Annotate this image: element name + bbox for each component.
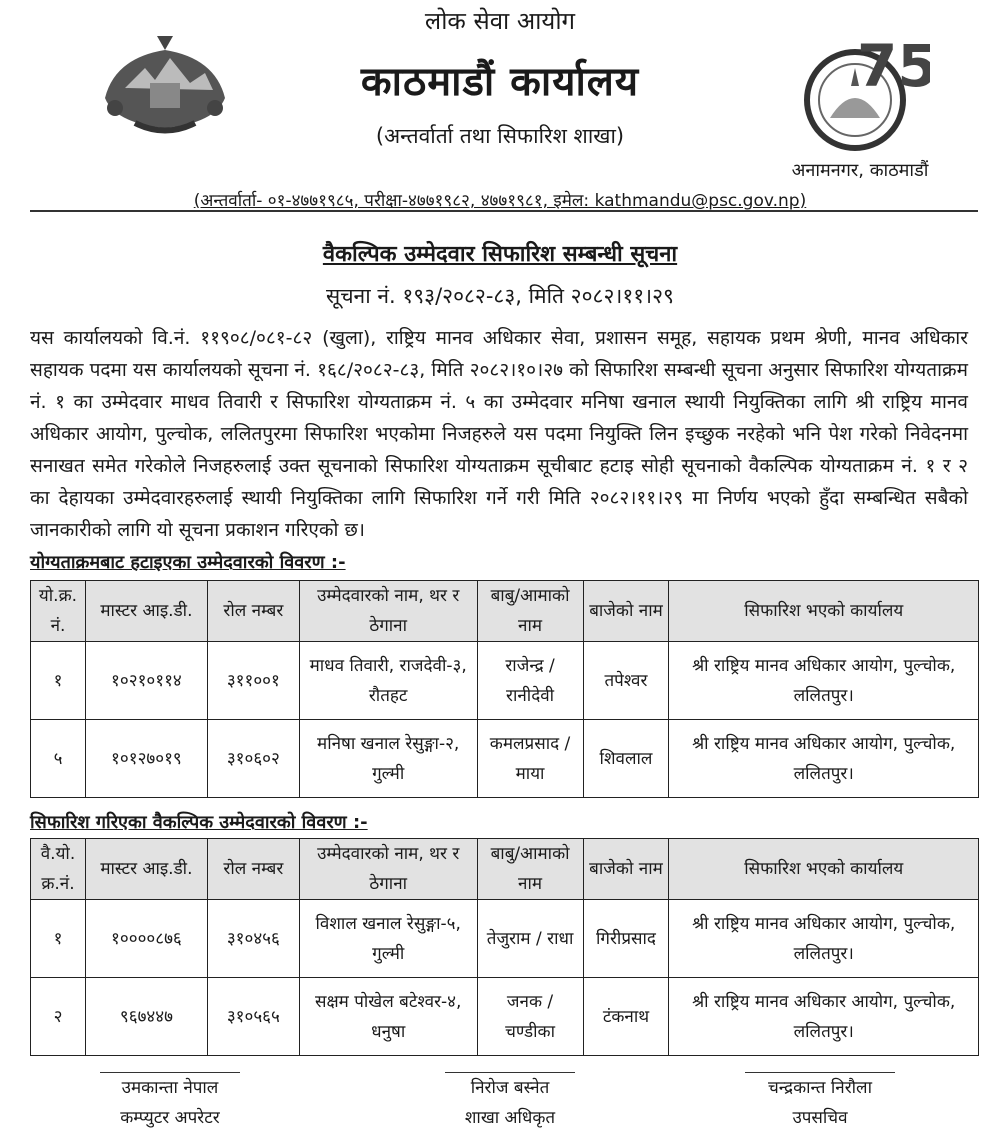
table-cell: २ bbox=[31, 978, 86, 1056]
column-header: रोल नम्बर bbox=[207, 839, 299, 900]
recommended-candidates-heading: सिफारिश गरिएका वैकल्पिक उम्मेदवारको विवरण :- bbox=[30, 812, 368, 833]
table-cell: तेजुराम / राधा bbox=[477, 900, 583, 978]
table-row bbox=[31, 720, 979, 798]
signatory-title: उपसचिव bbox=[792, 1108, 848, 1128]
table-cell: १००००८७६ bbox=[85, 900, 207, 978]
contact-line: (अन्तर्वार्ता- ०१-४७७१९८५, परीक्षा-४७७१९८२, ४७७१९८१, इमेल: kathmandu@psc.gov.np) bbox=[193, 191, 807, 211]
svg-text:75: 75 bbox=[857, 32, 930, 100]
table-cell: तपेश्वर bbox=[583, 642, 669, 720]
column-header: मास्टर आइ.डी. bbox=[85, 581, 207, 642]
table-cell: टंकनाथ bbox=[583, 978, 669, 1056]
table-cell: ३११००१ bbox=[207, 642, 299, 720]
signatory-name: निरोज बस्नेत bbox=[470, 1078, 550, 1098]
table-row bbox=[31, 900, 979, 978]
table-header-row bbox=[31, 581, 979, 642]
table-cell: राजेन्द्र / रानीदेवी bbox=[477, 642, 583, 720]
table-cell: श्री राष्ट्रिय मानव अधिकार आयोग, पुल्चोक, ललितपुर। bbox=[669, 978, 979, 1056]
signatory-title: कम्प्युटर अपरेटर bbox=[120, 1108, 220, 1128]
column-header: उम्मेदवारको नाम, थर र ठेगाना bbox=[299, 581, 477, 642]
table-cell: ३१०५६५ bbox=[207, 978, 299, 1056]
table-cell: ९६७४४७ bbox=[85, 978, 207, 1056]
table-cell: गिरीप्रसाद bbox=[583, 900, 669, 978]
table-cell: १०२१०११४ bbox=[85, 642, 207, 720]
column-header: यो.क्र. नं. bbox=[31, 581, 86, 642]
organization-name: लोक सेवा आयोग bbox=[424, 7, 576, 35]
signature-block bbox=[60, 1072, 280, 1133]
removed-candidates-table bbox=[30, 580, 979, 798]
office-title: काठमाडौं कार्यालय bbox=[360, 59, 640, 105]
column-header: उम्मेदवारको नाम, थर र ठेगाना bbox=[299, 839, 477, 900]
signatory-name: उमकान्ता नेपाल bbox=[121, 1078, 219, 1098]
table-cell: श्री राष्ट्रिय मानव अधिकार आयोग, पुल्चोक, ललितपुर। bbox=[669, 642, 979, 720]
branch-name: (अन्तर्वार्ता तथा सिफारिश शाखा) bbox=[375, 124, 625, 148]
table-cell: ५ bbox=[31, 720, 86, 798]
column-header: बाजेको नाम bbox=[583, 581, 669, 642]
removed-candidates-heading: योग्यताक्रमबाट हटाइएका उम्मेदवारको विवरण :- bbox=[30, 552, 346, 573]
column-header: बाबु/आमाको नाम bbox=[477, 839, 583, 900]
column-header: सिफारिश भएको कार्यालय bbox=[669, 581, 979, 642]
table-cell: १ bbox=[31, 642, 86, 720]
table-cell: मनिषा खनाल रेसुङ्गा-२, गुल्मी bbox=[299, 720, 477, 798]
table-cell: १ bbox=[31, 900, 86, 978]
notice-body: यस कार्यालयको वि.नं. ११९०८/०८१-८२ (खुला), राष्ट्रिय मानव अधिकार सेवा, प्रशासन समूह, सहायक प्रथम श्रेणी, मानव अधिकार सहायक पदमा यस कार्यालयको सूचना नं. १६८/२०८२-८३, मिति २०८२।१०।२७ को सिफारिश सम्बन्धी सूचना अनुसार सिफारिश योग्यताक्रम नं. १ का उम्मेदवार माधव तिवारी र सिफारिश योग्यताक्रम नं. ५ का उम्मेदवार मनिषा खनाल स्थायी नियुक्तिका लागि श्री राष्ट्रिय मानव अधिकार आयोग, पुल्चोक, ललितपुरमा सिफारिश भएकोमा निजहरुले यस पदमा नियुक्ति लिन इच्छुक नरहेको भनि पेश गरेको निवेदनमा सनाखत समेत गरेकोले निजहरुलाई उक्त सूचनाको सिफारिश योग्यताक्रम सूचीबाट हटाइ सोही सूचनाको वैकल्पिक योग्यताक्रम नं. १ र २ का देहायका उम्मेदवारहरुलाई स्थायी नियुक्तिका लागि सिफारिश गर्ने गरी मिति २०८२।११।२९ मा निर्णय भएको हुँदा सम्बन्धित सबैको जानकारीको लागि यो सूचना प्रकाशन गरिएको छ। bbox=[30, 327, 968, 541]
table-cell: सक्षम पोखेल बटेश्वर-४, धनुषा bbox=[299, 978, 477, 1056]
table-cell: ३१०४५६ bbox=[207, 900, 299, 978]
column-header: मास्टर आइ.डी. bbox=[85, 839, 207, 900]
table-cell: जनक / चण्डीका bbox=[477, 978, 583, 1056]
table-cell: १०१२७०१९ bbox=[85, 720, 207, 798]
table-cell: ३१०६०२ bbox=[207, 720, 299, 798]
table-row bbox=[31, 978, 979, 1056]
header-divider bbox=[30, 210, 978, 212]
signature-block bbox=[400, 1072, 620, 1133]
column-header: वै.यो. क्र.नं. bbox=[31, 839, 86, 900]
table-cell: विशाल खनाल रेसुङ्गा-५, गुल्मी bbox=[299, 900, 477, 978]
signature-block bbox=[710, 1072, 930, 1133]
table-cell: श्री राष्ट्रिय मानव अधिकार आयोग, पुल्चोक, ललितपुर। bbox=[669, 900, 979, 978]
table-cell: कमलप्रसाद / माया bbox=[477, 720, 583, 798]
column-header: सिफारिश भएको कार्यालय bbox=[669, 839, 979, 900]
table-row bbox=[31, 642, 979, 720]
table-cell: माधव तिवारी, राजदेवी-३, रौतहट bbox=[299, 642, 477, 720]
table-header-row bbox=[31, 839, 979, 900]
notice-number: सूचना नं. १९३/२०८२-८३, मिति २०८२।११।२९ bbox=[326, 284, 674, 308]
table-cell: शिवलाल bbox=[583, 720, 669, 798]
recommended-candidates-table bbox=[30, 838, 979, 1056]
column-header: रोल नम्बर bbox=[207, 581, 299, 642]
notice-title: वैकल्पिक उम्मेदवार सिफारिश सम्बन्धी सूचना bbox=[322, 242, 678, 267]
signatory-name: चन्द्रकान्त निरौला bbox=[768, 1078, 872, 1098]
office-address: अनामनगर, काठमाडौं bbox=[791, 160, 929, 181]
signatory-title: शाखा अधिकृत bbox=[464, 1108, 556, 1128]
column-header: बाबु/आमाको नाम bbox=[477, 581, 583, 642]
column-header: बाजेको नाम bbox=[583, 839, 669, 900]
table-cell: श्री राष्ट्रिय मानव अधिकार आयोग, पुल्चोक, ललितपुर। bbox=[669, 720, 979, 798]
